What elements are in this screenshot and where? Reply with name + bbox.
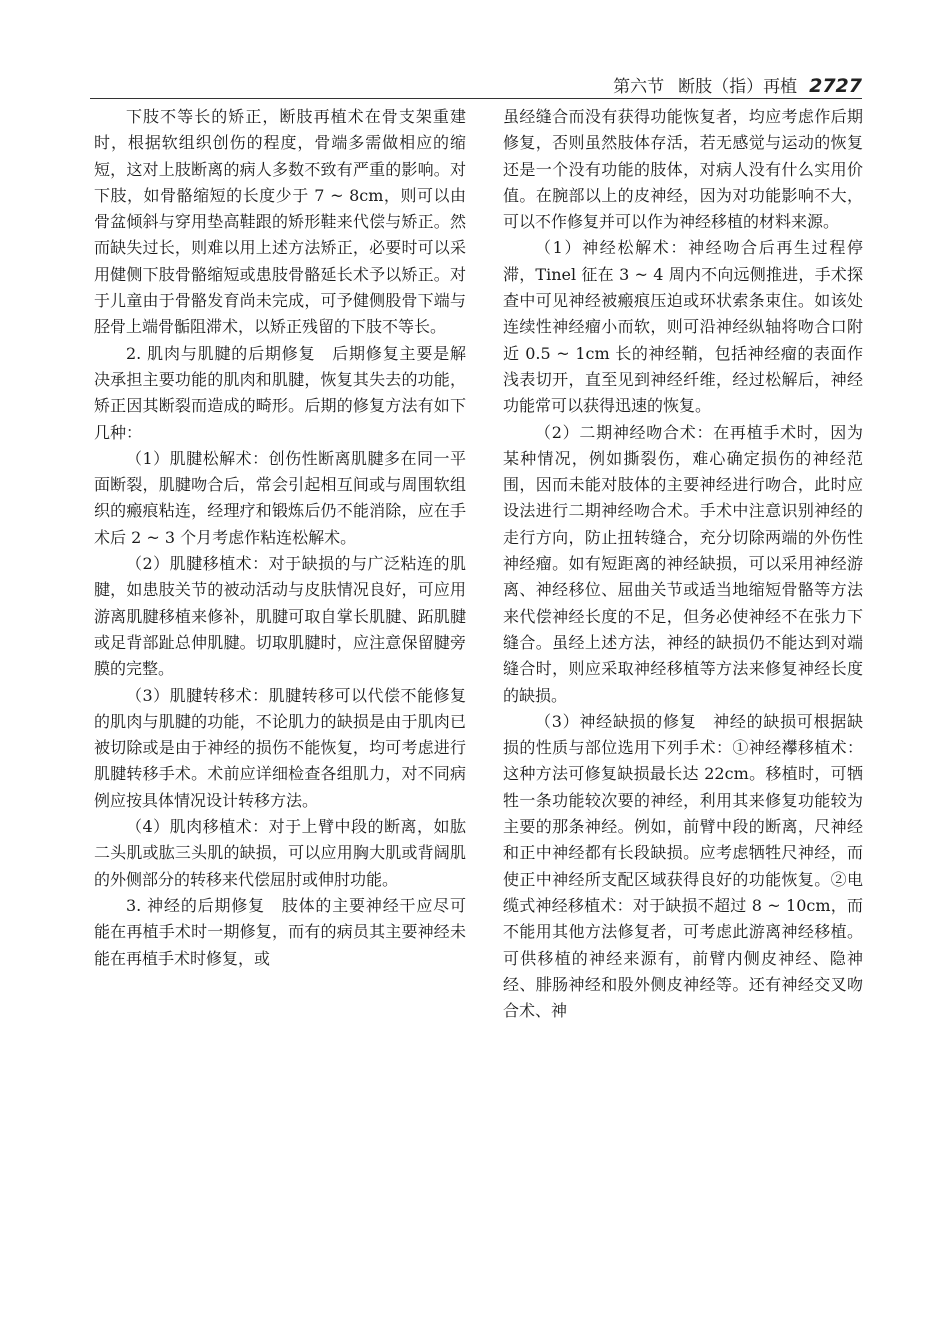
- paragraph: （1）肌腱松解术：创伤性断离肌腱多在同一平面断裂，肌腱吻合后，常会引起相互间或与周围软组织的瘢痕粘连，经理疗和锻炼后仍不能消除，应在手术后 2 ~ 3 个月考虑作粘连松解术。: [94, 448, 466, 547]
- paragraph: （2）二期神经吻合术：在再植手术时，因为某种情况，例如撕裂伤，难心确定损伤的神经范围，因而未能对肢体的主要神经进行吻合，此时应设法进行二期神经吻合术。手术中注意识别神经的走行方向，防止扭转缝合，充分切除两端的外伤性神经瘤。如有短距离的神经缺损，可以采用神经游离、神经移位、屈曲关节或适当地缩短骨骼等方法来代偿神经长度的不足，但务必使神经不在张力下缝合。虽经上述方法，神经的缺损仍不能达到对端缝合时，则应采取神经移植等方法来修复神经长度的缺损。: [503, 422, 863, 705]
- section-label: 第六节: [613, 77, 665, 97]
- paragraph: （3）肌腱转移术：肌腱转移可以代偿不能修复的肌肉与肌腱的功能，不论肌力的缺损是由于肌肉已被切除或是由于神经的损伤不能恢复，均可考虑进行肌腱转移手术。术前应详细检查各组肌力，对不同病例应按具体情况设计转移方法。: [94, 685, 466, 810]
- paragraph: （3）神经缺损的修复 神经的缺损可根据缺损的性质与部位选用下列手术：①神经襻移植术：这种方法可修复缺损最长达 22cm。移植时，可牺牲一条功能较次要的神经，利用其来修复功能较为主要的那条神经。例如，前臂中段的断离，尺神经和正中神经都有长段缺损。应考虑牺牲尺神经，而使正中神经所支配区域获得良好的功能恢复。②电缆式神经移植术：对于缺损不超过 8 ~ 10cm，而不能用其他方法修复者，可考虑此游离神经移植。可供移植的神经来源有，前臂内侧皮神经、隐神经、腓肠神经和股外侧皮神经等。还有神经交叉吻合术、神: [503, 711, 863, 1021]
- paragraph: （4）肌肉移植术：对于上臂中段的断离，如肱二头肌或肱三头肌的缺损，可以应用胸大肌或背阔肌的外侧部分的转移来代偿屈肘或伸肘功能。: [94, 817, 466, 889]
- left-column: [94, 104, 466, 972]
- paragraph: （1）神经松解术：神经吻合后再生过程停滞，Tinel 征在 3 ~ 4 周内不向远侧推进，手术探查中可见神经被瘢痕压迫或环状索条束住。如该处连续性神经瘤小而软，则可沿神经纵轴将吻合口附近 0.5 ~ 1cm 长的神经鞘，包括神经瘤的表面作浅表切开，直至见到神经纤维，经过松解后，神经功能常可以获得迅速的恢复。: [503, 238, 863, 416]
- paragraph: 2. 肌肉与肌腱的后期修复 后期修复主要是解决承担主要功能的肌肉和肌腱，恢复其失去的功能，矫正因其断裂而造成的畸形。后期的修复方法有如下几种：: [94, 343, 466, 442]
- paragraph: 3. 神经的后期修复 肢体的主要神经干应尽可能在再植手术时一期修复，而有的病员其主要神经未能在再植手术时修复，或: [94, 895, 466, 968]
- right-column: [503, 104, 863, 1024]
- page-number: 2727: [809, 75, 862, 97]
- paragraph: 下肢不等长的矫正，断肢再植术在骨支架重建时，根据软组织创伤的程度，骨端多需做相应的缩短，这对上肢断离的病人多数不致有严重的影响。对下肢，如骨骼缩短的长度少于 7 ~ 8cm，则可以由骨盆倾斜与穿用垫高鞋跟的矫形鞋来代偿与矫正。然而缺失过长，则难以用上述方法矫正，必要时可以采用健侧下肢骨骼缩短或患肢骨骼延长术予以矫正。对于儿童由于骨骼发育尚未完成，可予健侧股骨下端与胫骨上端骨骺阻滞术，以矫正残留的下肢不等长。: [94, 107, 466, 337]
- paragraph: 虽经缝合而没有获得功能恢复者，均应考虑作后期修复，否则虽然肢体存活，若无感觉与运动的恢复还是一个没有功能的肢体，对病人没有什么实用价值。在腕部以上的皮神经，因为对功能影响不大，可以不作修复并可以作为神经移植的材料来源。: [503, 107, 863, 232]
- paragraph: （2）肌腱移植术：对于缺损的与广泛粘连的肌腱，如患肢关节的被动活动与皮肤情况良好，可应用游离肌腱移植来修补，肌腱可取自掌长肌腱、跖肌腱或足背部趾总伸肌腱。切取肌腱时，应注意保留腱旁膜的完整。: [94, 554, 466, 679]
- running-head: [90, 72, 862, 99]
- chapter-title: 断肢（指）再植: [678, 77, 798, 97]
